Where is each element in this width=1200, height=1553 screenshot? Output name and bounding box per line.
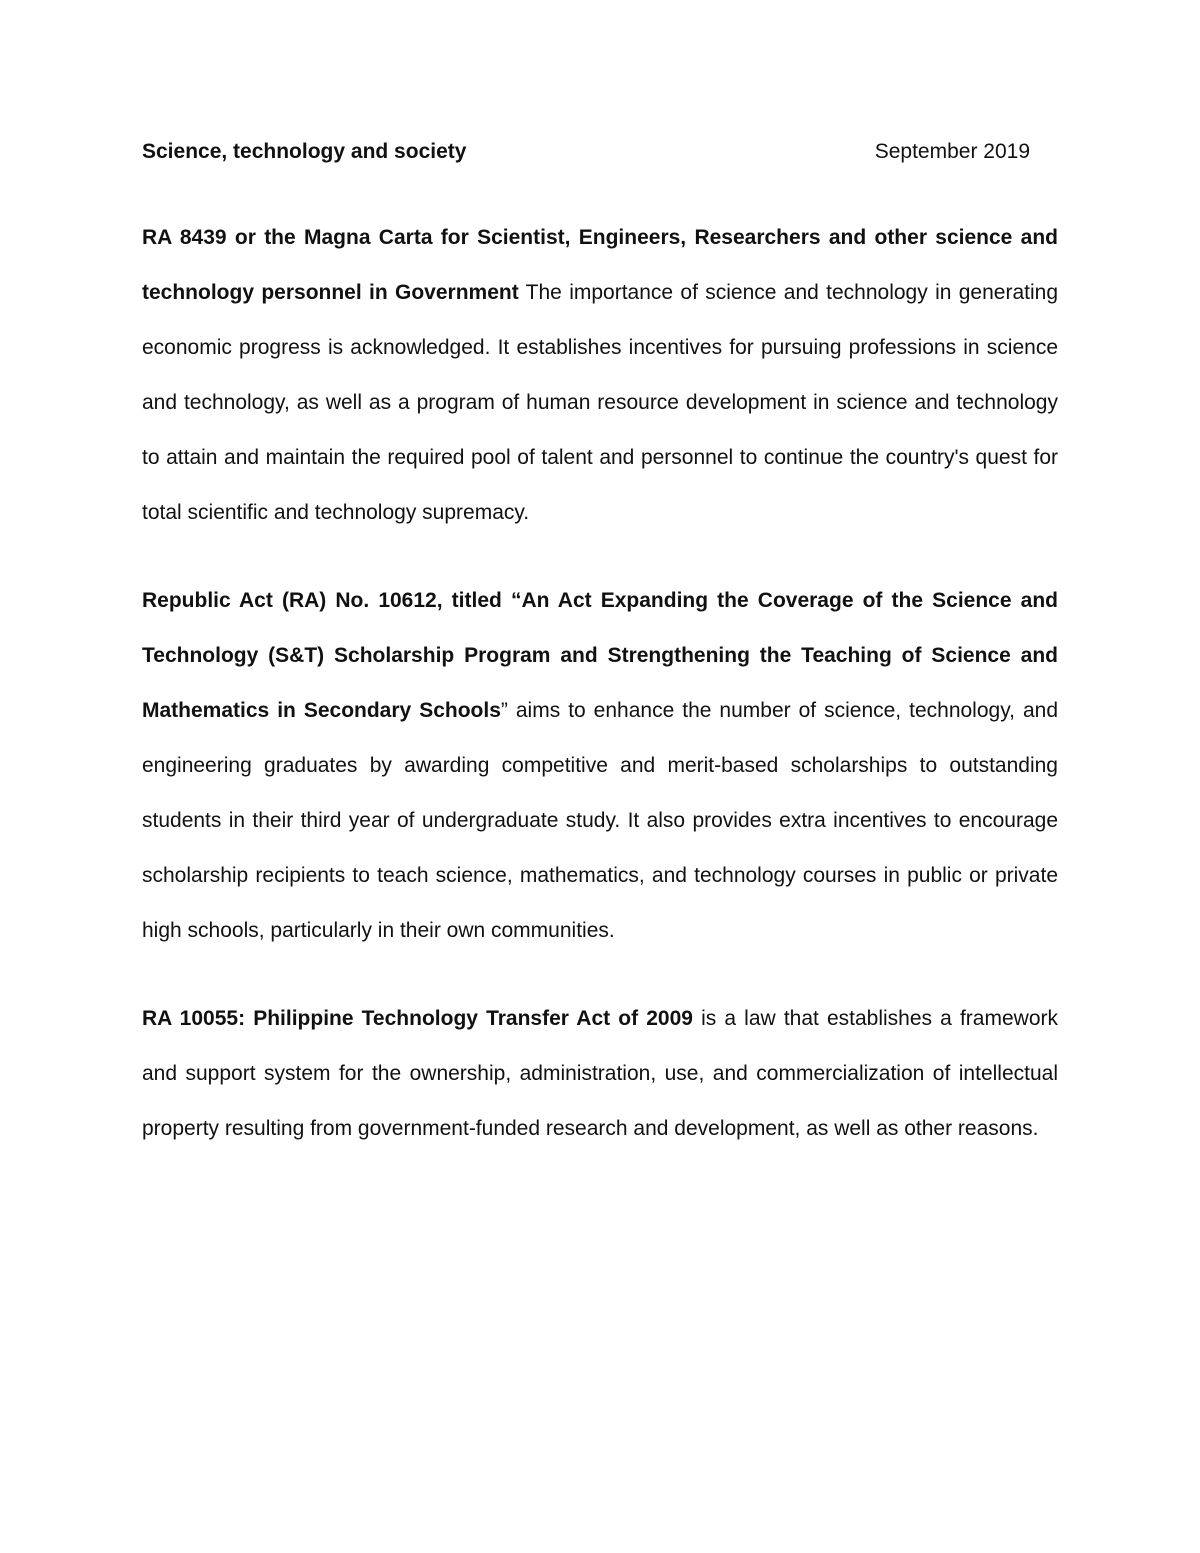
document-body: [142, 210, 1058, 1189]
course-title: Science, technology and society: [142, 140, 467, 163]
paragraph-text: ” aims to enhance the number of science, technology, and engineering graduates by awarding competitive and merit-based scholarships to outstanding students in their third year of undergraduate study. It also provides extra incentives to encourage scholarship recipients to teach science, mathematics, and technology courses in public or private high schools, particularly in their own communities.: [142, 699, 1058, 942]
paragraph-ra-10612: [142, 573, 1058, 958]
paragraph-heading: RA 10055: Philippine Technology Transfer Act of 2009: [142, 1007, 693, 1030]
paragraph-heading: Republic Act (RA) No. 10612, titled “An Act Expanding the Coverage of the Science and Technology (S&T) Scholarship Program and Strengthening the Teaching of Science and Mathematics in Secondary Schools: [142, 589, 1058, 722]
paragraph-ra-10055: [142, 991, 1058, 1156]
page-header: [142, 140, 1030, 174]
paragraph-text: is a law that establishes a framework and support system for the ownership, administration, use, and commercialization of intellectual property resulting from government-funded research and development, as well as other reasons.: [142, 1007, 1058, 1140]
paragraph-ra-8439: [142, 210, 1058, 540]
paragraph-text: The importance of science and technology in generating economic progress is acknowledged. It establishes incentives for pursuing professions in science and technology, as well as a program of human resource development in science and technology to attain and maintain the required pool of talent and personnel to continue the country's quest for total scientific and technology supremacy.: [142, 281, 1058, 524]
paragraph-heading: RA 8439 or the Magna Carta for Scientist, Engineers, Researchers and other science and technology personnel in Government: [142, 226, 1058, 304]
document-date: September 2019: [874, 140, 1030, 163]
